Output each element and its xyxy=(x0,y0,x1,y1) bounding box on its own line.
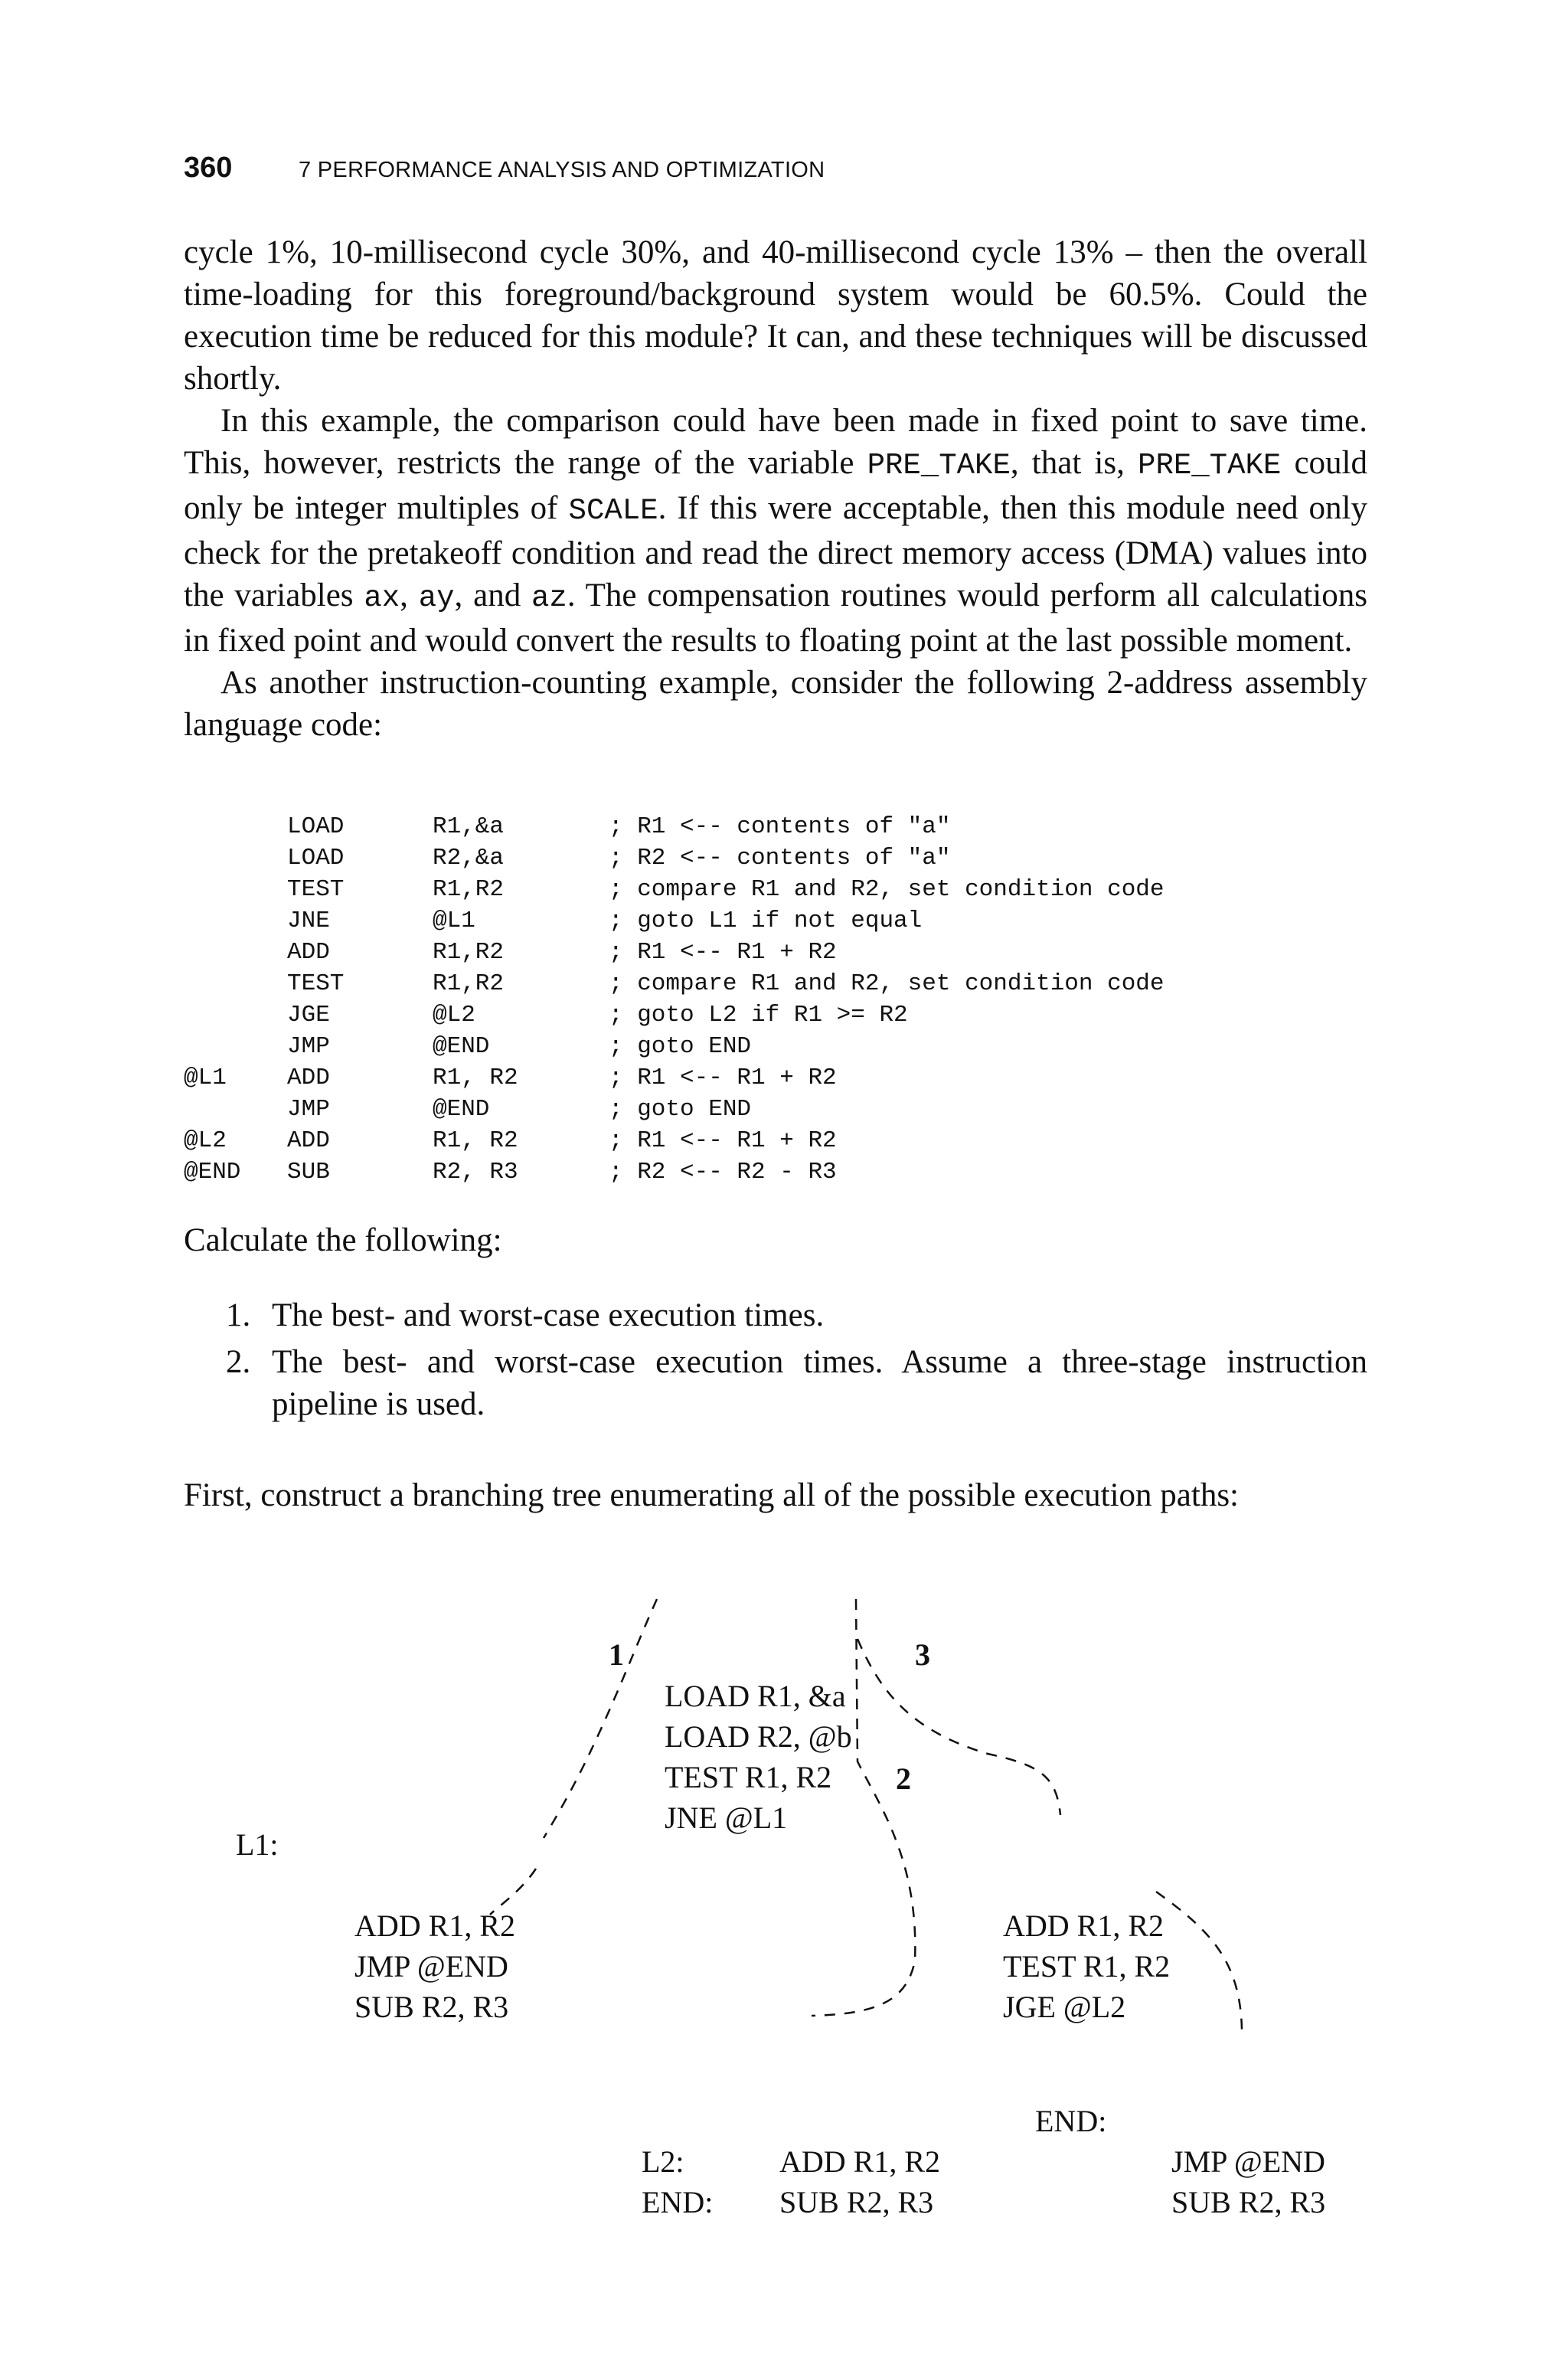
calc-intro: Calculate the following: xyxy=(184,1222,502,1258)
l2-end-labels: L2: END: xyxy=(642,2144,714,2219)
paragraph-1: cycle 1%, 10-millisecond cycle 30%, and 40-millisecond cycle 13% – then the overall time-loading for this foreground/background system would be 60.5%. Could the execution time be reduced for this module? It can, and these techniques will be discussed shortly. xyxy=(184,234,1367,397)
code-scale: SCALE xyxy=(568,494,658,528)
code-ay: ay xyxy=(418,581,455,615)
path-1-connector xyxy=(544,1599,657,1838)
tree-intro: First, construct a branching tree enumerating all of the possible execution paths: xyxy=(184,1477,1239,1513)
final-block: JMP @END SUB R2, R3 xyxy=(1171,2144,1326,2219)
l1-block: ADD R1, R2 JMP @END SUB R2, R3 xyxy=(354,1908,516,2024)
paragraph-3: As another instruction-counting example, consider the following 2-address assembly language code: xyxy=(184,665,1367,743)
path-label-1: 1 xyxy=(609,1637,624,1672)
right-branch-block: ADD R1, R2 TEST R1, R2 JGE @L2 xyxy=(1003,1908,1171,2024)
end-label-right: END: xyxy=(1035,2104,1107,2138)
page-number: 360 xyxy=(184,152,233,184)
code-ax: ax xyxy=(364,581,400,615)
paragraph-2: In this example, the comparison could have been made in fixed point to save time. This, however, restricts the range of the variable PRE_TAKE, that is, PRE_TAKE could only be integer multiples of SCALE. If this were acceptable, then this module need only check for the pretakeoff condition and read the direct memory access (DMA) values into the variables ax, ay, and az. The compensation routines would perform all calculations in fixed point and would convert the results to floating point at the last possible moment. xyxy=(184,403,1367,659)
path-label-2: 2 xyxy=(896,1761,911,1796)
tree-root-block: LOAD R1, &a LOAD R2, @b TEST R1, R2 JNE @L1 xyxy=(665,1679,852,1835)
l1-label: L1: xyxy=(236,1827,279,1862)
l2-block: ADD R1, R2 SUB R2, R3 xyxy=(779,2144,941,2219)
code-az: az xyxy=(531,581,567,615)
running-title: 7 PERFORMANCE ANALYSIS AND OPTIMIZATION xyxy=(299,158,825,182)
path-3-connector xyxy=(858,1639,1060,1815)
code-pre-take: PRE_TAKE xyxy=(1138,449,1282,482)
path-label-3: 3 xyxy=(915,1637,930,1672)
code-pre-take: PRE_TAKE xyxy=(867,449,1011,482)
